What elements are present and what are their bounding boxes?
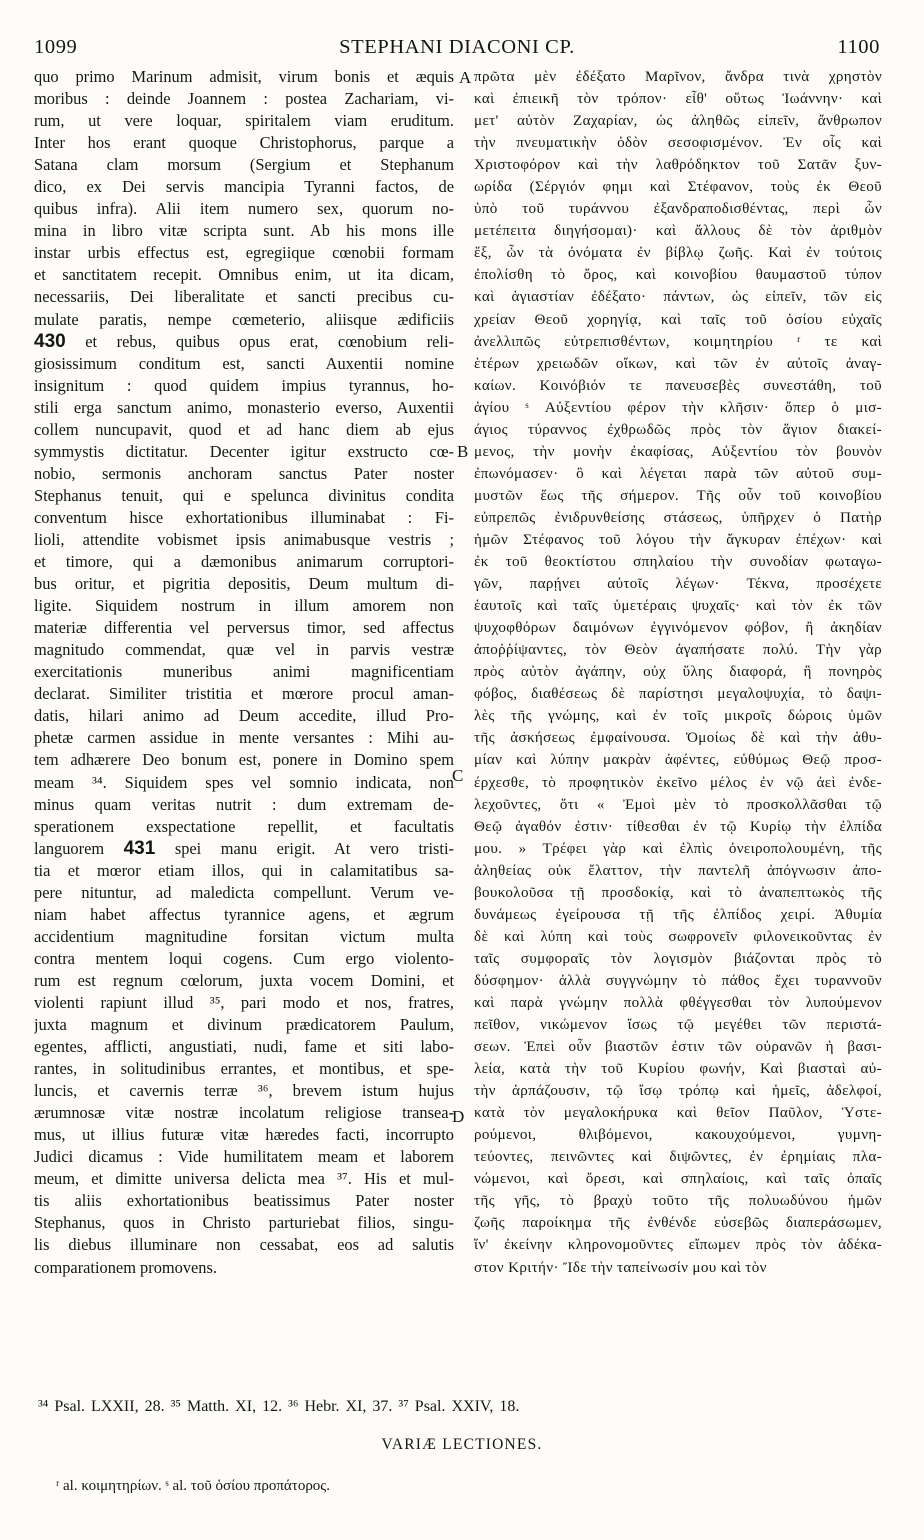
greek-line: ταῖς συμφοραῖς τὸν λογισμὸν βιάζονται πρὸς τὸ bbox=[474, 950, 882, 967]
footnotes: ³⁴ Psal. LXXII, 28. ³⁵ Matth. XI, 12. ³⁶ Hebr. XI, 37. ³⁷ Psal. XXIV, 18. bbox=[38, 1398, 520, 1415]
greek-line: δυνάμεως ἐγείρουσα τῇ τῆς ἐλπίδος χειρί. Ἀθυμία bbox=[474, 906, 882, 923]
latin-line: accidentium magnitudine forsitan victum multa bbox=[34, 926, 454, 946]
greek-line: ἕξ, ὧν τὰ ὀνόματα ἐν βίβλῳ ζωῆς. Καὶ ἐν τούτοις bbox=[474, 245, 882, 262]
greek-line: μετ' αὐτὸν Ζαχαρίαν, ὡς ἀληθῶς εἰπεῖν, ἄνθρωπον bbox=[474, 113, 882, 130]
variae-lectiones-heading: VARIÆ LECTIONES. bbox=[381, 1436, 543, 1453]
latin-line: tis aliis exhortationibus beatissimus Pater noster bbox=[34, 1191, 454, 1211]
latin-line: mina in libro vitæ scripta sunt. Ab his mons ille bbox=[34, 221, 454, 241]
greek-line: δύσφημον· ἀλλὰ συγγνώμην τὸ πάθος ἔχει τυραννοῦν bbox=[474, 972, 882, 989]
greek-line: μετέπειτα διηγήσομαι)· καὶ ἄλλους δὲ τὸν ἀριθμὸν bbox=[474, 223, 882, 240]
latin-line: sperationem exspectatione repellit, et facultatis bbox=[34, 816, 454, 836]
latin-line: et timore, qui a dæmonibus animarum corruptori- bbox=[34, 552, 454, 572]
greek-line: τὴν πνευματικὴν ὁδὸν σεσοφισμένον. Ἐν οἷς καὶ bbox=[474, 135, 882, 152]
latin-line: Inter hos erant quoque Christophorus, parque a bbox=[34, 133, 454, 153]
latin-line: Stephanus tenuit, qui e spelunca divinitus condita bbox=[34, 485, 454, 505]
greek-line: ἁγίου ˢ Αὐξεντίου φέρον τὴν κλῆσιν· ὅπερ ὁ μισ- bbox=[474, 399, 882, 416]
latin-line: et sanctitatem recepit. Omnibus enim, ut ita dicam, bbox=[34, 265, 454, 285]
greek-line: Θεῷ ἀγαθόν ἐστιν· τίθεσθαι ἐν τῷ Κυρίῳ τὴν ἐλπίδα bbox=[474, 818, 882, 835]
latin-line: contra mentem loqui cogens. Cum ergo violento- bbox=[34, 948, 454, 968]
marginal-number-431: 431 bbox=[123, 837, 156, 859]
greek-line: πρὸς αὐτὸν ἀγάπην, οὐχ ὕλης διαφορά, ἢ πονηρὸς bbox=[474, 664, 882, 681]
latin-line: comparationem promovens. bbox=[34, 1257, 217, 1277]
latin-line: bus oritur, et pigritia depositis, Deum multum di- bbox=[34, 574, 454, 594]
marginal-number-430: 430 bbox=[34, 330, 66, 352]
greek-line: ἑαυτοῖς καὶ ταῖς ὑμετέραις ψυχαῖς· καὶ τὸν ἐκ τῶν bbox=[474, 598, 882, 615]
greek-line: ἀνελλιπῶς εὐτρεπισθέντων, κοιμητηρίου ʳ τε καὶ bbox=[474, 333, 882, 350]
latin-line: meam ³⁴. Siquidem spes vel somnio indicata, non bbox=[34, 772, 454, 792]
latin-line: instar urbis effectus est, egregiique cœnobii formam bbox=[34, 243, 454, 263]
latin-line: rantes, in solitudinibus errantes, et montibus, et spe- bbox=[34, 1059, 454, 1079]
latin-line: meum, et dimitte universa delicta mea ³⁷. His et mul- bbox=[34, 1169, 454, 1189]
latin-line: exercitationis muneribus animi magnificentiam bbox=[34, 662, 454, 682]
greek-line: τὴν ἁρπάζουσιν, τῷ ἴσῳ τρόπῳ καὶ ἡμεῖς, ἀδελφοί, bbox=[474, 1083, 882, 1100]
latin-line: minus quam veritas nutrit : dum extremam de- bbox=[34, 794, 454, 814]
running-title: STEPHANI DIACONI CP. bbox=[339, 36, 575, 58]
greek-line: δὲ καὶ λύπη καὶ τοὺς σωφρονεῖν φιλονεικοῦντας ἐν bbox=[474, 928, 882, 945]
page-number-right: 1100 bbox=[837, 36, 880, 58]
greek-line: έρχεσθε, τὸ προφητικὸν ἐκεῖνο μέλος ἐν νῷ ἀεὶ ἐνδε- bbox=[474, 774, 882, 791]
latin-line: symmystis dictitatur. Decenter igitur exstructo cœ- bbox=[34, 441, 454, 461]
greek-column bbox=[474, 66, 882, 1279]
greek-line: ψυχοφθόρων δαιμόνων ἐγγινόμενον φόβον, ἢ ἀκηδίαν bbox=[474, 620, 882, 637]
greek-line: κατὰ τὸν μεγαλοκήρυκα καὶ θεῖον Παῦλον, Ὑστε- bbox=[474, 1105, 882, 1122]
latin-line: insignitum : quod quidem impius tyrannus, ho- bbox=[34, 375, 454, 395]
greek-line: ὑπὸ τοῦ τυράννου ἐξανδραποδισθέντας, περὶ ὧν bbox=[474, 201, 882, 218]
latin-line: Stephanus, quos in Christo parturiebat filios, singu- bbox=[34, 1213, 454, 1233]
latin-line: materiæ differentia vel perversus timor, sed affectus bbox=[34, 618, 454, 638]
greek-line: ἐπωνόμασεν· ὃ καὶ λέγεται παρὰ τῶν αὐτοῦ συμ- bbox=[474, 465, 882, 482]
latin-line: giosissimum conditum est, sancti Auxentii nomine bbox=[34, 353, 454, 373]
latin-line: datis, hilari animo ad Deum accedite, illud Pro- bbox=[34, 706, 454, 726]
latin-line: rum est regnum cœlorum, juxta vocem Domini, et bbox=[34, 970, 454, 990]
greek-line: καίων. Κοινόβιόν τε πανευσεβὲς συνεστάθη, τοῦ bbox=[474, 377, 882, 394]
latin-line: languorem 431 spei manu erigit. At vero tristi- bbox=[34, 837, 454, 859]
latin-line: collem nuncupavit, quod et ad hanc diem ab ejus bbox=[34, 419, 454, 439]
latin-line: moribus : deinde Joannem : postea Zachariam, vi- bbox=[34, 89, 454, 109]
greek-line: ζωῆς παροίκημα τῆς ἐνθένδε εὐσεβῶς διαπεράσωμεν, bbox=[474, 1215, 882, 1232]
latin-line: Satana clam morsum (Sergium et Stephanum bbox=[34, 155, 454, 175]
greek-line: στον Κριτήν· Ἴδε τὴν ταπείνωσίν μου καὶ τὸν bbox=[474, 1259, 767, 1276]
latin-line: 430 et rebus, quibus opus erat, cœnobium reli- bbox=[34, 330, 454, 352]
greek-line: πρῶτα μὲν ἐδέξατο Μαρῖνον, ἄνδρα τινὰ χρηστὸν bbox=[474, 69, 882, 85]
greek-line: καὶ παρὰ γνώμην πολλὰ φθέγγεσθαι τὸν λυπούμενον bbox=[474, 994, 882, 1011]
latin-line: tem adhærere Deo bonum est, ponere in Domino spem bbox=[34, 750, 454, 770]
latin-line: phetæ carmen assidue in mente versantes : Mihi au- bbox=[34, 728, 454, 748]
latin-line: lioli, attendite vobismet ipsis animabusque vestris ; bbox=[34, 529, 454, 549]
latin-line: ligite. Siquidem nostrum in illum amorem non bbox=[34, 596, 454, 616]
latin-line: quibus infra). Alii item numero sex, quorum no- bbox=[34, 199, 454, 219]
latin-line: dico, ex Dei servis mancipia Tyranni factos, de bbox=[34, 177, 454, 197]
latin-line: juxta magnum et divinum prædicatorem Paulum, bbox=[34, 1015, 454, 1035]
latin-line: pere nituntur, ad maledicta compellunt. Verum ve- bbox=[34, 882, 454, 902]
latin-line: mus, ut illius futuræ vitæ hæredes facti, incorrupto bbox=[34, 1125, 454, 1145]
greek-line: χρείαν Θεοῦ χορηγίᾳ, καὶ ταῖς τοῦ ὁσίου εὐχαῖς bbox=[474, 311, 882, 328]
greek-line: άγιος τύραννος ἐχθρωδῶς πρὸς τὸν ἅγιον διακεί- bbox=[474, 421, 882, 438]
greek-line: μυστῶν ἕως τῆς σήμερον. Τῆς οὖν τοῦ κοινοβίου bbox=[474, 487, 882, 504]
greek-line: βουκολοῦσα τῇ προσδοκίᾳ, καὶ τὸ ἀναπεπτωκὸς τῆς bbox=[474, 884, 882, 901]
latin-line: stili erga sanctum animo, monasterio everso, Auxentii bbox=[34, 397, 454, 417]
margin-letter-c: C bbox=[452, 766, 464, 785]
latin-line: magnitudo commendat, quæ vel in parvis vestræ bbox=[34, 640, 454, 660]
variant-readings: ʳ al. κοιμητηρίων. ˢ al. τοῦ ὁσίου προπάτορος. bbox=[56, 1478, 330, 1494]
latin-line: nobio, sermonis anchoram sanctus Pater noster bbox=[34, 463, 454, 483]
greek-line: εὐπρεπῶς ἐνιδρυνθείσης στάσεως, ὑπῆρχεν ὁ Πατὴρ bbox=[474, 509, 882, 526]
margin-letter-b: B bbox=[457, 442, 469, 461]
greek-line: τῆς γῆς, τὸ βραχὺ τοῦτο τῆς πολυωδύνου ἡμῶν bbox=[474, 1193, 882, 1210]
greek-line: τῆς ἀσκήσεως ἐμφαίνουσα. Ὁμοίως δὲ καὶ τὴν ἀθυ- bbox=[474, 730, 882, 747]
greek-line: μενος, τὴν μονὴν ἐκαφίσας, Αὐξεντίου τὸν βουνὸν bbox=[474, 443, 882, 460]
latin-line: ærumnosæ vitæ nostræ incolatum religiose transea- bbox=[34, 1103, 454, 1123]
greek-line: ἐκ τοῦ θεοκτίστου σπηλαίου τὴν συνοδίαν φωταγω- bbox=[474, 554, 882, 571]
latin-line: luncis, et cavernis terræ ³⁶, brevem istum hujus bbox=[34, 1081, 454, 1101]
latin-line: niam habet affectus tyrannice agens, et ægrum bbox=[34, 904, 454, 924]
page-number-left: 1099 bbox=[34, 36, 78, 58]
greek-line: νώμενοι, καὶ ὄρεσι, καὶ σπηλαίοις, καὶ ταῖς ὀπαῖς bbox=[474, 1171, 882, 1188]
greek-line: ἀποῤῥίψαντες, τὸν Θεὸν ἀγαπήσατε πολύ. Τὴν γὰρ bbox=[474, 642, 882, 659]
greek-line: λεία, κατὰ τὴν τοῦ Κυρίου φωνήν, Καὶ βιασταὶ αὐ- bbox=[474, 1061, 882, 1078]
greek-line: ἀληθείας οὐκ ἔλαττον, τὴν παντελῆ ἀπόγνωσιν ἀπο- bbox=[474, 862, 882, 879]
greek-line: καὶ ἐπιεικῆ τὸν τρόπον· εἶθ' οὕτως Ἰωάννην· καὶ bbox=[474, 91, 882, 108]
greek-line: ἑτέρων χρειωδῶν οἴκων, καὶ τῶν ἐν αὐτοῖς ἀναγ- bbox=[474, 355, 882, 372]
latin-line: egentes, afflicti, angustiati, nudi, fame et siti labo- bbox=[34, 1037, 454, 1057]
greek-line: γῶν, παρῄνει αὐτοῖς λέγων· Τέκνα, προσέχετε bbox=[474, 576, 882, 593]
greek-line: Χριστοφόρον καὶ τὴν λαθρόδηκτον τοῦ Σατᾶν ξυν- bbox=[474, 157, 882, 174]
latin-line: violenti rapiunt illud ³⁵, pari modo et nos, fratres, bbox=[34, 992, 454, 1012]
latin-column bbox=[34, 66, 454, 1279]
greek-line: σεων. Ἐπεὶ οὖν βιαστῶν ἐστιν τῶν οὐρανῶν ἡ βασι- bbox=[474, 1039, 882, 1056]
latin-line: declarat. Similiter tristitia et mœrore procul aman- bbox=[34, 684, 454, 704]
greek-line: ωρίδα (Σέργιόν φημι καὶ Στέφανον, τοὺς ἐκ Θεοῦ bbox=[474, 179, 882, 196]
greek-line: ἡμῶν Στέφανος τοῦ λόγου τὴν ἄγκυραν ἐπέχων· καὶ bbox=[474, 531, 882, 548]
latin-line: lis diebus illuminare non cessabat, eos ad salutis bbox=[34, 1235, 454, 1255]
greek-line: φόβος, διαθέσεως δὲ παρίστησι μεγαλοψυχία, τὸ δαψι- bbox=[474, 686, 882, 703]
latin-line: quo primo Marinum admisit, virum bonis et æquis bbox=[34, 67, 454, 86]
latin-line: conventum hisce exhortationibus illuminabat : Fi- bbox=[34, 507, 454, 527]
latin-line: mulate paratis, nempe cœmeterio, aliisque ædificiis bbox=[34, 309, 454, 329]
latin-line: Judici dicamus : Vide humilitatem meam et laborem bbox=[34, 1147, 454, 1167]
latin-line: rum, ut vere loquar, spiritalem viam eruditum. bbox=[34, 111, 454, 131]
greek-line: μίαν καὶ λύπην μακρὰν ἀφέντες, εὐθύμως Θεῷ προσ- bbox=[474, 752, 882, 769]
running-header bbox=[34, 36, 880, 64]
margin-letter-d: D bbox=[452, 1107, 465, 1126]
latin-line: tia et mœror etiam illos, qui in calamitatibus sa- bbox=[34, 860, 454, 880]
greek-line: πεῖθον, νικώμενον ἴσως τῷ μεγέθει τῶν περιστά- bbox=[474, 1017, 882, 1034]
greek-line: καὶ ἁγιαστίαν ἐδέξατο· πάντων, ὡς εἰπεῖν, τῶν εἰς bbox=[474, 289, 882, 306]
greek-line: λεχοῦντες, ὅτι « Ἐμοὶ μὲν τὸ προσκολλᾶσθαι τῷ bbox=[474, 796, 882, 813]
greek-line: μου. » Τρέφει γὰρ καὶ ἐλπὶς ὀνειροπολουμένη, τῆς bbox=[474, 840, 882, 857]
greek-line: ἐπολίσθη τὸ ὄρος, καὶ κοινοβίου θαυμαστοῦ τύπον bbox=[474, 267, 882, 284]
latin-line: necessariis, Dei liberalitate et sancti precibus cu- bbox=[34, 287, 454, 307]
greek-line: λὲς τῆς γνώμης, καὶ ἐν τοῖς μικροῖς δώροις ὑμῶν bbox=[474, 708, 882, 725]
greek-line: τεύοντες, πεινῶντες καὶ διψῶντες, ἐν ἐρημίαις πλα- bbox=[474, 1149, 882, 1166]
greek-line: ρούμενοι, θλιβόμενοι, κακουχούμενοι, γυμνη- bbox=[474, 1127, 882, 1144]
greek-line: ἵν' ἐκείνην κληρονομοῦντες εἴπωμεν πρὸς τὸν ἀδέκα- bbox=[474, 1237, 882, 1254]
margin-letter-a: A bbox=[459, 68, 472, 87]
